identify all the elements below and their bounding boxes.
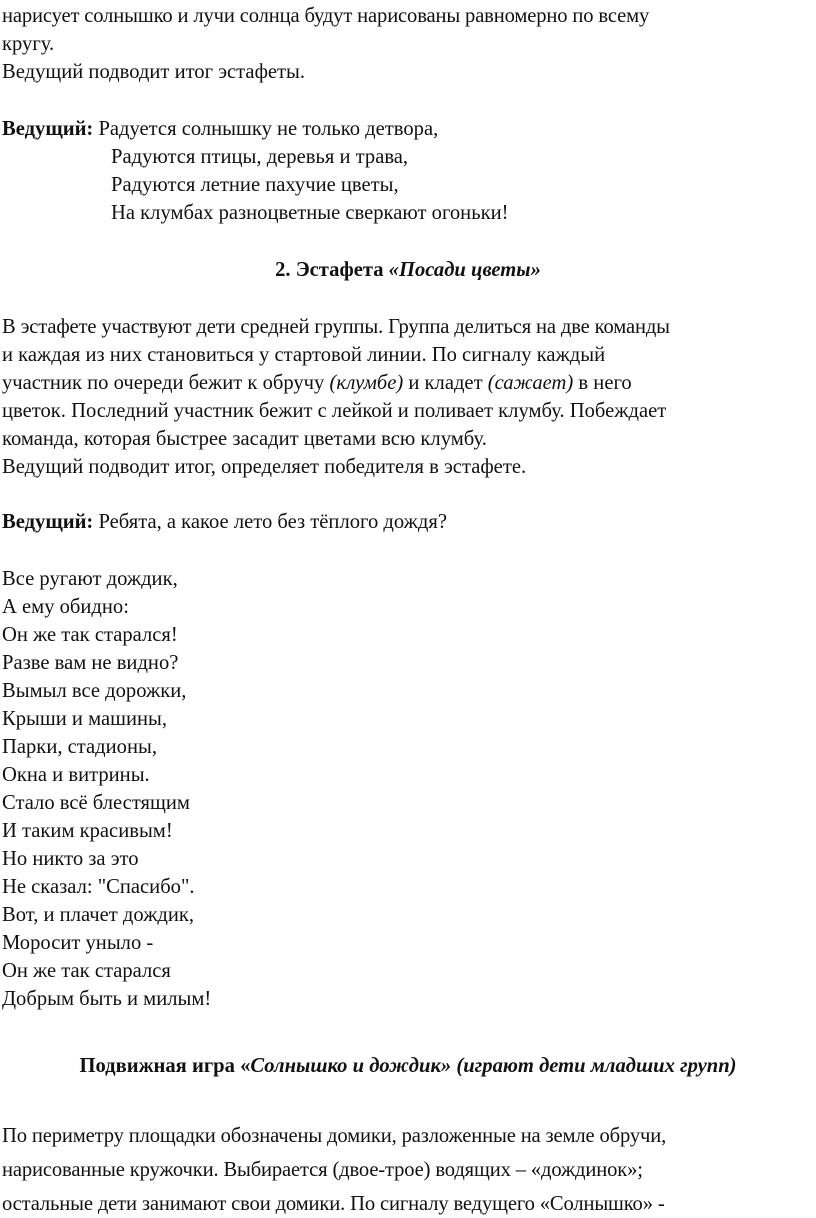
- poem-line: Радуются птицы, деревья и трава,: [111, 146, 409, 168]
- text-run: участник по очереди бежит к обручу: [2, 372, 330, 394]
- paragraph-line: Ведущий подводит итог эстафеты.: [2, 61, 306, 83]
- italic-run: (клумбе): [329, 372, 404, 394]
- section-heading: [0, 1052, 816, 1080]
- paragraph-line: По периметру площадки обозначены домики, разложенные на земле обручи,: [2, 1125, 667, 1147]
- poem-line: Добрым быть и милым!: [2, 988, 212, 1010]
- speaker-label: Ведущий:: [2, 511, 94, 533]
- poem-line: Вымыл все дорожки,: [2, 680, 187, 702]
- italic-run: (сажает): [487, 372, 574, 394]
- paragraph-line: и каждая из них становиться у стартовой линии. По сигналу каждый: [2, 344, 606, 366]
- paragraph-line: нарисованные кружочки. Выбирается (двое-трое) водящих – «дождинок»;: [2, 1159, 643, 1181]
- paragraph-line: нарисует солнышко и лучи солнца будут нарисованы равномерно по всему: [2, 5, 650, 27]
- paragraph-line: [2, 369, 632, 397]
- poem-line: Все ругают дождик,: [2, 568, 178, 590]
- paragraph-line: команда, которая быстрее засадит цветами всю клумбу.: [2, 428, 487, 450]
- host-text: Ребята, а какое лето без тёплого дождя?: [93, 511, 447, 533]
- poem-line: Крыши и машины,: [2, 708, 167, 730]
- heading-prefix: Подвижная игра «: [79, 1055, 251, 1077]
- paragraph-line: Ведущий подводит итог, определяет победителя в эстафете.: [2, 456, 527, 478]
- host-line: [2, 508, 447, 536]
- poem-line: Но никто за это: [2, 848, 139, 870]
- poem-line: Не сказал: "Спасибо".: [2, 876, 195, 898]
- paragraph-line: В эстафете участвуют дети средней группы. Группа делиться на две команды: [2, 316, 670, 338]
- speaker-label: Ведущий:: [2, 118, 94, 140]
- section-heading: [0, 256, 816, 284]
- text-run: и кладет: [403, 372, 488, 394]
- poem-line: Окна и витрины.: [2, 764, 150, 786]
- poem-line: Разве вам не видно?: [2, 652, 179, 674]
- paragraph-line: цветок. Последний участник бежит с лейкой и поливает клумбу. Побеждает: [2, 400, 667, 422]
- heading-title: «Посади цветы»: [388, 259, 541, 281]
- poem-line: Стало всё блестящим: [2, 792, 190, 814]
- paragraph-line: остальные дети занимают свои домики. По сигналу ведущего «Солнышко» -: [2, 1193, 665, 1215]
- poem-line: Вот, и плачет дождик,: [2, 904, 195, 926]
- heading-number: 2. Эстафета: [275, 259, 389, 281]
- paragraph-line: кругу.: [2, 33, 55, 55]
- poem-line: А ему обидно:: [2, 596, 129, 618]
- poem-line: Он же так старался!: [2, 624, 178, 646]
- poem-line: Радуются летние пахучие цветы,: [111, 174, 399, 196]
- poem-line: И таким красивым!: [2, 820, 173, 842]
- heading-title: Солнышко и дождик» (играют дети младших групп): [250, 1055, 737, 1077]
- poem-line: Моросит уныло -: [2, 932, 154, 954]
- poem-line: На клумбах разноцветные сверкают огоньки!: [111, 202, 509, 224]
- poem-line: Парки, стадионы,: [2, 736, 157, 758]
- poem-line: Он же так старался: [2, 960, 171, 982]
- poem-text: Радуется солнышку не только детвора,: [93, 118, 439, 140]
- text-run: в него: [573, 372, 632, 394]
- poem-line: [2, 115, 438, 143]
